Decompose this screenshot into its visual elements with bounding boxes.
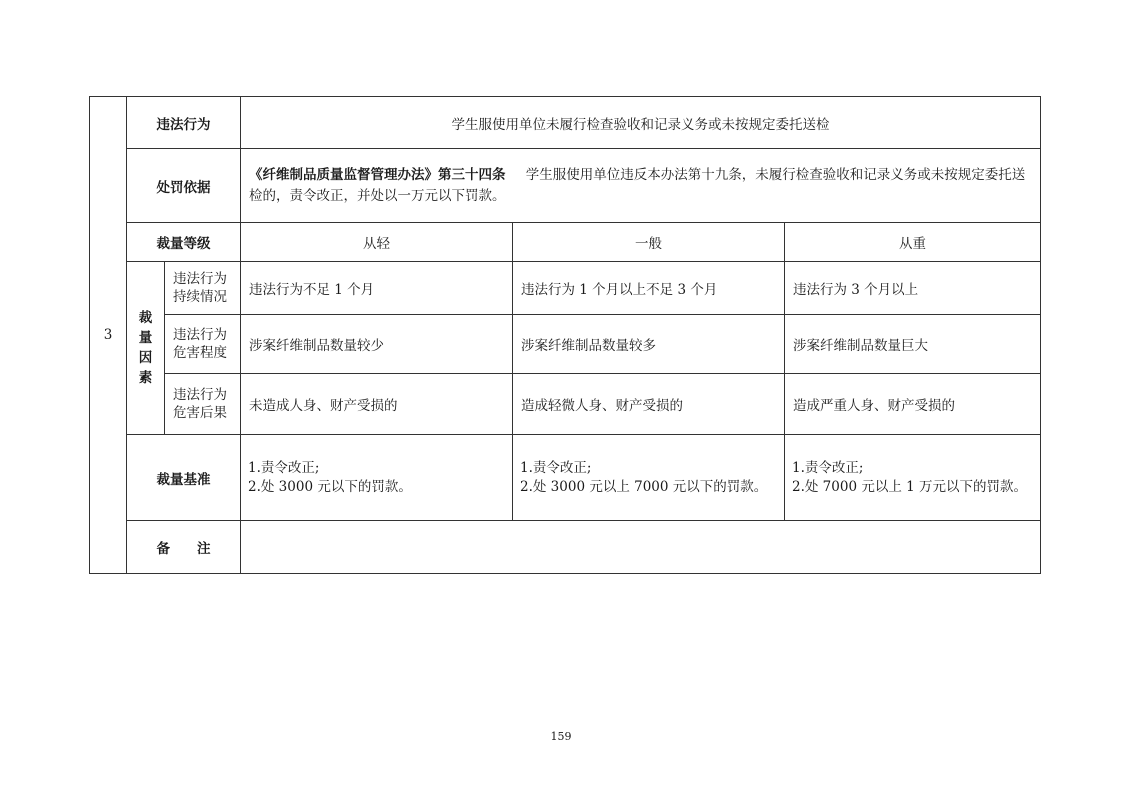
violation-text: 学生服使用单位未履行检查验收和记录义务或未按规定委托送检 — [241, 97, 1041, 149]
basis-cell — [241, 149, 1041, 223]
level-normal: 一般 — [513, 223, 785, 262]
standard-line: 2.处 7000 元以上 1 万元以下的罚款。 — [792, 478, 1027, 495]
standard-line: 1.责令改正; — [792, 459, 864, 476]
factor-row — [90, 374, 1041, 435]
basis-law: 《纤维制品质量监督管理办法》第三十四条 — [249, 166, 506, 183]
factor-value: 造成轻微人身、财产受损的 — [513, 374, 785, 435]
factor-value: 涉案纤维制品数量较少 — [241, 315, 513, 374]
factor-name-line: 违法行为 — [173, 271, 227, 287]
factor-name-line: 违法行为 — [173, 327, 227, 343]
levels-row — [90, 223, 1041, 262]
standard-row — [90, 435, 1041, 521]
page-number: 159 — [550, 730, 572, 743]
basis-label: 处罚依据 — [127, 149, 241, 223]
penalty-discretion-table — [89, 96, 1041, 574]
factor-name — [165, 374, 241, 435]
factor-name — [165, 315, 241, 374]
factor-name-line: 持续情况 — [173, 289, 227, 305]
basis-row — [90, 149, 1041, 223]
factor-value: 违法行为不足 1 个月 — [241, 262, 513, 315]
factor-name — [165, 262, 241, 315]
factor-value: 造成严重人身、财产受损的 — [785, 374, 1041, 435]
standard-line: 2.处 3000 元以上 7000 元以下的罚款。 — [520, 478, 768, 495]
factor-value: 未造成人身、财产受损的 — [241, 374, 513, 435]
factor-value: 涉案纤维制品数量较多 — [513, 315, 785, 374]
violation-row — [90, 97, 1041, 149]
remarks-row — [90, 521, 1041, 574]
level-light: 从轻 — [241, 223, 513, 262]
row-number: 3 — [90, 97, 127, 574]
factor-value: 涉案纤维制品数量巨大 — [785, 315, 1041, 374]
factor-name-line: 违法行为 — [173, 387, 227, 403]
factors-label-char: 量 — [138, 330, 153, 346]
factor-value: 违法行为 1 个月以上不足 3 个月 — [513, 262, 785, 315]
factors-label-char: 素 — [138, 370, 153, 386]
standard-line: 1.责令改正; — [248, 459, 320, 476]
factors-label — [127, 262, 165, 435]
remarks-text — [241, 521, 1041, 574]
factors-label-char: 因 — [138, 350, 153, 366]
standard-label: 裁量基准 — [127, 435, 241, 521]
standard-line: 2.处 3000 元以下的罚款。 — [248, 478, 412, 495]
remarks-label: 备 注 — [127, 521, 241, 574]
factor-name-line: 危害程度 — [173, 345, 227, 361]
basis-text: 学生服使用单位违反本办法第十九条，未履行检查验收和记录义务或未按规定委托送检的，责令改正，并处以一万元以下罚款。 — [249, 166, 1026, 204]
factor-row — [90, 262, 1041, 315]
factors-label-char: 裁 — [138, 310, 153, 326]
levels-label: 裁量等级 — [127, 223, 241, 262]
level-heavy: 从重 — [785, 223, 1041, 262]
standard-normal — [513, 435, 785, 521]
factor-value: 违法行为 3 个月以上 — [785, 262, 1041, 315]
standard-heavy — [785, 435, 1041, 521]
factor-name-line: 危害后果 — [173, 405, 227, 421]
standard-line: 1.责令改正; — [520, 459, 592, 476]
violation-label: 违法行为 — [127, 97, 241, 149]
factor-row — [90, 315, 1041, 374]
standard-light — [241, 435, 513, 521]
